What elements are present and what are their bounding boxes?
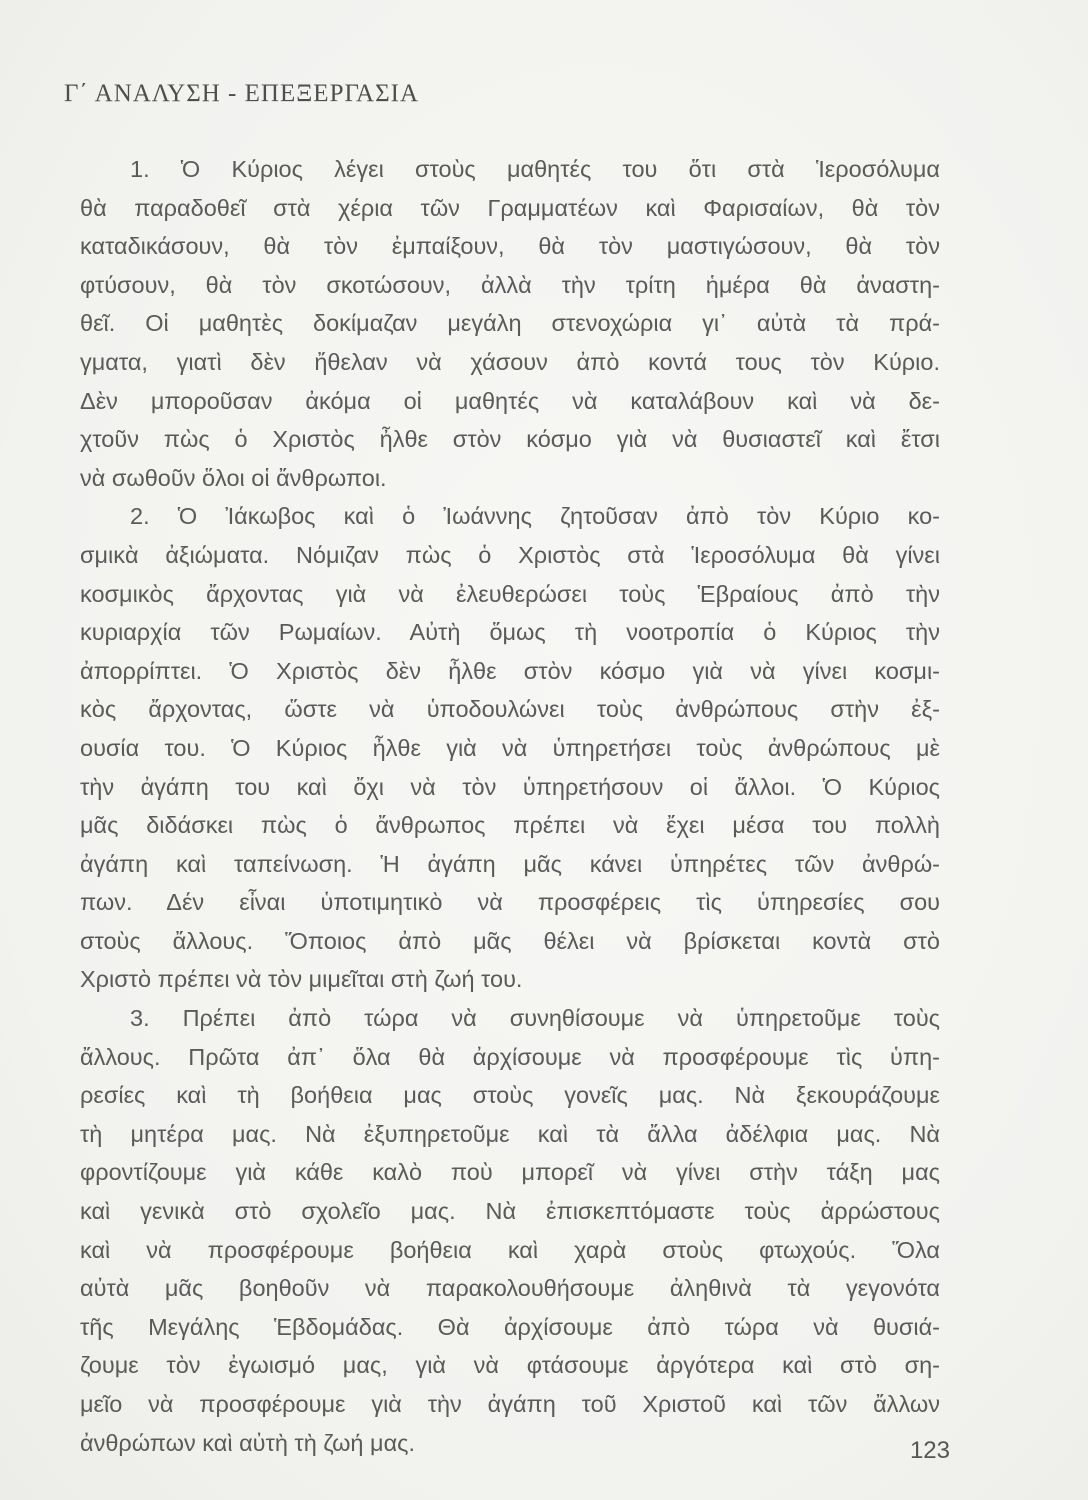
text-line: τῆς Μεγάλης Ἑβδομάδας. Θὰ ἀρχίσουμε ἀπὸ τώρα νὰ θυσιά- bbox=[80, 1313, 940, 1340]
text-line: τὴ μητέρα μας. Νὰ ἐξυπηρετοῦμε καὶ τὰ ἄλλα ἀδέλφια μας. Νὰ bbox=[80, 1120, 940, 1147]
text-line: κοσμικὸς ἄρχοντας γιὰ νὰ ἐλευθερώσει τοὺς Ἑβραίους ἀπὸ τὴν bbox=[80, 580, 940, 607]
text-line: ἀγάπη καὶ ταπείνωση. Ἡ ἀγάπη μᾶς κάνει ὑπηρέτες τῶν ἀνθρώ- bbox=[80, 850, 940, 877]
text-line: ἀνθρώπων καὶ αὐτὴ τὴ ζωή μας. bbox=[80, 1429, 416, 1456]
text-line: 1. Ὁ Κύριος λέγει στοὺς μαθητές του ὅτι στὰ Ἱεροσόλυμα bbox=[130, 156, 940, 182]
text-line: Δὲν μποροῦσαν ἀκόμα οἱ μαθητές νὰ καταλάβουν καὶ νὰ δε- bbox=[80, 387, 940, 414]
text-line: τὴν ἀγάπη του καὶ ὄχι νὰ τὸν ὑπηρετήσουν οἱ ἄλλοι. Ὁ Κύριος bbox=[80, 773, 940, 800]
text-line: αὐτὰ μᾶς βοηθοῦν νὰ παρακολουθήσουμε ἀληθινὰ τὰ γεγονότα bbox=[80, 1275, 940, 1302]
text-line: καταδικάσουν, θὰ τὸν ἐμπαίξουν, θὰ τὸν μαστιγώσουν, θὰ τὸν bbox=[80, 233, 940, 260]
text-line: ζουμε τὸν ἐγωισμό μας, γιὰ νὰ φτάσουμε ἀργότερα καὶ στὸ ση- bbox=[80, 1352, 940, 1379]
text-line: ρεσίες καὶ τὴ βοήθεια μας στοὺς γονεῖς μας. Νὰ ξεκουράζουμε bbox=[80, 1082, 940, 1109]
text-line: κυριαρχία τῶν Ρωμαίων. Αὐτὴ ὅμως τὴ νοοτροπία ὁ Κύριος τὴν bbox=[80, 619, 940, 646]
text-line: σμικὰ ἀξιώματα. Νόμιζαν πὼς ὁ Χριστὸς στὰ Ἱεροσόλυμα θὰ γίνει bbox=[80, 541, 940, 568]
text-line: καὶ νὰ προσφέρουμε βοήθεια καὶ χαρὰ στοὺς φτωχούς. Ὅλα bbox=[80, 1236, 940, 1263]
text-line: θὰ παραδοθεῖ στὰ χέρια τῶν Γραμματέων καὶ Φαρισαίων, θὰ τὸν bbox=[80, 194, 940, 221]
text-line: στοὺς ἄλλους. Ὅποιος ἀπὸ μᾶς θέλει νὰ βρίσκεται κοντὰ στὸ bbox=[80, 927, 940, 954]
text-line: 3. Πρέπει ἀπὸ τώρα νὰ συνηθίσουμε νὰ ὑπηρετοῦμε τοὺς bbox=[130, 1005, 940, 1032]
text-line: μᾶς διδάσκει πὼς ὁ ἄνθρωπος πρέπει νὰ ἔχει μέσα του πολλὴ bbox=[80, 812, 940, 839]
text-line: ἀπορρίπτει. Ὁ Χριστὸς δὲν ἦλθε στὸν κόσμο γιὰ νὰ γίνει κοσμι- bbox=[80, 657, 940, 684]
text-line: νὰ σωθοῦν ὅλοι οἱ ἄνθρωποι. bbox=[80, 464, 387, 491]
text-line: πων. Δέν εἶναι ὑποτιμητικὸ νὰ προσφέρεις τὶς ὑπηρεσίες σου bbox=[80, 889, 940, 916]
text-line: φτύσουν, θὰ τὸν σκοτώσουν, ἀλλὰ τὴν τρίτη ἡμέρα θὰ ἀναστη- bbox=[80, 271, 940, 298]
text-line: ουσία του. Ὁ Κύριος ἦλθε γιὰ νὰ ὑπηρετήσει τοὺς ἀνθρώπους μὲ bbox=[80, 734, 940, 761]
text-line: κὸς ἄρχοντας, ὥστε νὰ ὑποδουλώνει τοὺς ἀνθρώπους στὴν ἐξ- bbox=[80, 696, 940, 723]
text-line: 2. Ὁ Ἰάκωβος καὶ ὁ Ἰωάννης ζητοῦσαν ἀπὸ τὸν Κύριο κο- bbox=[130, 503, 940, 530]
text-line: ἄλλους. Πρῶτα ἀπ᾽ ὅλα θὰ ἀρχίσουμε νὰ προσφέρουμε τὶς ὑπη- bbox=[80, 1043, 940, 1070]
text-line: θεῖ. Οἱ μαθητὲς δοκίμαζαν μεγάλη στενοχώρια γι᾽ αὐτὰ τὰ πρά- bbox=[80, 310, 940, 337]
text-line: μεῖο νὰ προσφέρουμε γιὰ τὴν ἀγάπη τοῦ Χριστοῦ καὶ τῶν ἄλλων bbox=[80, 1391, 940, 1417]
text-line: φροντίζουμε γιὰ κάθε καλὸ ποὺ μπορεῖ νὰ γίνει στὴν τάξη μας bbox=[80, 1159, 940, 1186]
text-line: Χριστὸ πρέπει νὰ τὸν μιμεῖται στὴ ζωή του. bbox=[80, 966, 523, 993]
section-heading: Γ΄ ΑΝΑΛΥΣΗ - ΕΠΕΞΕΡΓΑΣΙΑ bbox=[64, 80, 420, 107]
page-number: 123 bbox=[909, 1437, 950, 1464]
text-line: καὶ γενικὰ στὸ σχολεῖο μας. Νὰ ἐπισκεπτόμαστε τοὺς ἀρρώστους bbox=[80, 1198, 940, 1225]
body-text bbox=[80, 150, 940, 1462]
text-line: χτοῦν πὼς ὁ Χριστὸς ἦλθε στὸν κόσμο γιὰ νὰ θυσιαστεῖ καὶ ἔτσι bbox=[80, 426, 940, 453]
text-line: γματα, γιατὶ δὲν ἤθελαν νὰ χάσουν ἀπὸ κοντά τους τὸν Κύριο. bbox=[80, 348, 940, 375]
